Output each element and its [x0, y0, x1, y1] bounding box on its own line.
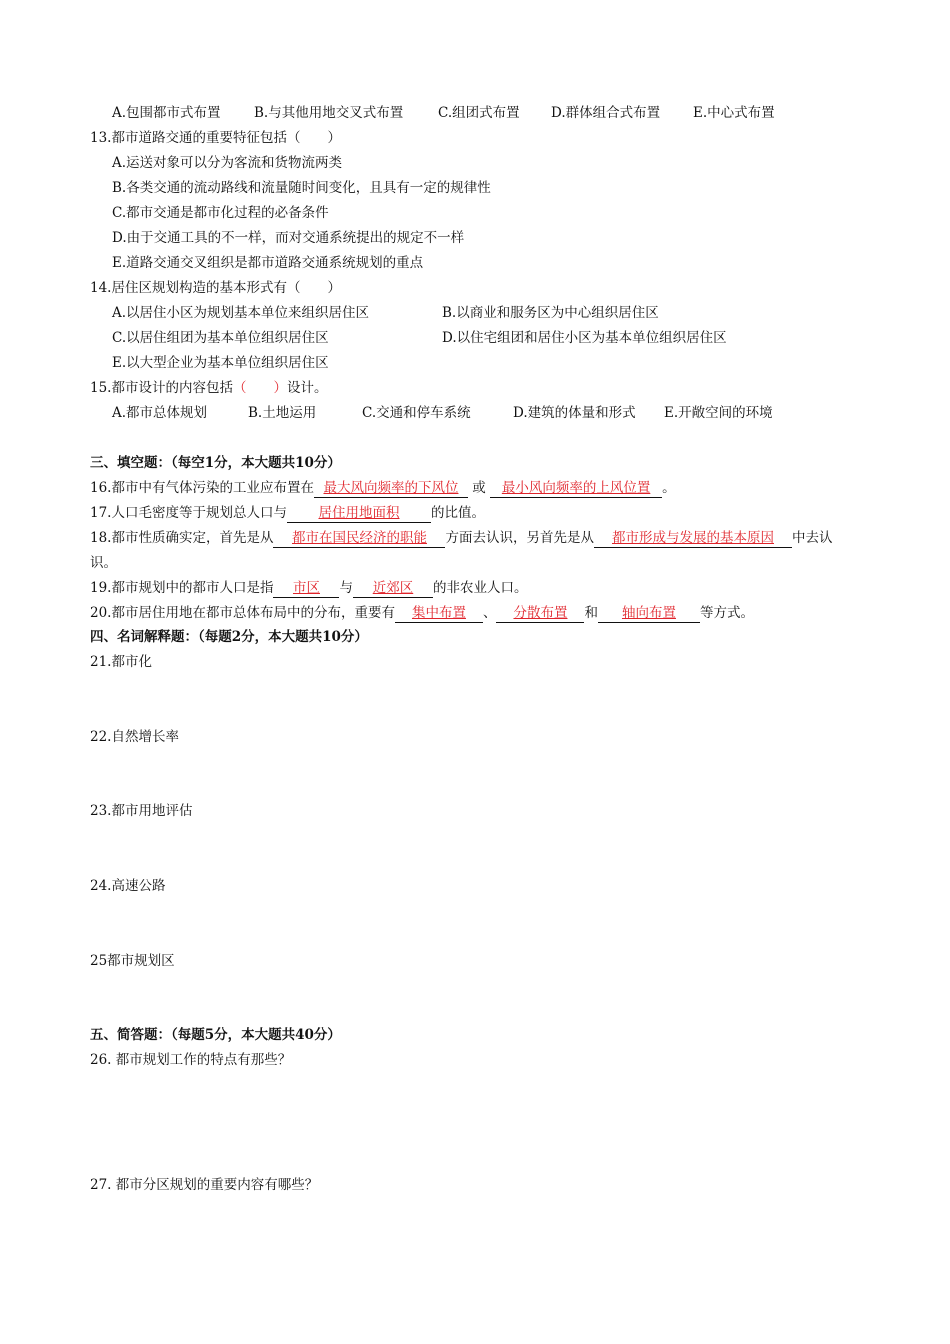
- q18-answer-1: 都市在国民经济的职能: [291, 530, 427, 546]
- q19-and: 与: [339, 580, 353, 596]
- q16-answer-2: 最小风向频率的上风位置: [501, 480, 651, 496]
- q17-line: [90, 504, 485, 523]
- q17-text: 17.人口毛密度等于规划总人口与: [90, 505, 287, 521]
- q12-option-a: A.包围都市式布置: [112, 105, 221, 121]
- q18-blank-1: [273, 529, 445, 548]
- q20-answer-2: 分散布置: [513, 605, 568, 621]
- q16-blank-2: [490, 479, 662, 498]
- q15-option-d: D.建筑的体量和形式: [513, 405, 636, 421]
- q14-option-d: D.以住宅组团和居住小区为基本单位组织居住区: [442, 330, 727, 346]
- q20-blank-1: [395, 604, 483, 623]
- q20-text: 20.都市居住用地在都市总体布局中的分布，重要有: [90, 605, 395, 621]
- section5-heading: 五、简答题：（每题5分，本大题共40分）: [90, 1027, 341, 1043]
- q18-blank-2: [594, 529, 792, 548]
- q12-option-c: C.组团式布置: [438, 105, 520, 121]
- q18-continuation: 识。: [90, 555, 117, 571]
- q15-option-b: B.土地运用: [248, 405, 317, 421]
- q16-line: [90, 479, 676, 498]
- q13-option-c: C.都市交通是都市化过程的必备条件: [112, 205, 329, 221]
- q20-sep-1: 、: [482, 605, 497, 621]
- q12-option-e: E.中心式布置: [693, 105, 775, 121]
- q16-end: 。: [662, 480, 676, 496]
- q24-term: 24.高速公路: [90, 878, 166, 894]
- q12-option-b: B.与其他用地交叉式布置: [254, 105, 404, 121]
- q27-question: 27. 都市分区规划的重要内容有哪些？: [90, 1177, 319, 1193]
- q13-option-b: B.各类交通的流动路线和流量随时间变化，且具有一定的规律性: [112, 180, 491, 196]
- q13-option-a: A.运送对象可以分为客流和货物流两类: [112, 155, 343, 171]
- q13-option-d: D.由于交通工具的不一样，而对交通系统提出的规定不一样: [112, 230, 465, 246]
- q19-answer-1: 市区: [292, 580, 320, 596]
- q18-line: [90, 529, 832, 548]
- q15-stem: [90, 379, 327, 397]
- q14-option-e: E.以大型企业为基本单位组织居住区: [112, 355, 329, 371]
- q23-term: 23.都市用地评估: [90, 803, 193, 819]
- section3-heading: 三、填空题：（每空1分，本大题共10分）: [90, 455, 341, 471]
- q13-option-e: E.道路交通交叉组织是都市道路交通系统规划的重点: [112, 255, 424, 271]
- q19-blank-2: [353, 579, 433, 598]
- q19-text: 19.都市规划中的都市人口是指: [90, 580, 274, 596]
- q20-end: 等方式。: [699, 605, 754, 621]
- q15-option-c: C.交通和停车系统: [362, 405, 471, 421]
- q14-stem: 14.居住区规划构造的基本形式有（ ）: [90, 280, 341, 296]
- q15-stem-text: 15.都市设计的内容包括: [90, 380, 233, 396]
- q14-option-a: A.以居住小区为规划基本单位来组织居住区: [112, 305, 370, 321]
- q17-blank: [287, 504, 431, 523]
- q14-option-b: B.以商业和服务区为中心组织居住区: [442, 305, 659, 321]
- q15-option-a: A.都市总体规划: [112, 405, 208, 421]
- q18-end: 中去认: [791, 530, 833, 546]
- q14-option-c: C.以居住组团为基本单位组织居住区: [112, 330, 329, 346]
- q20-blank-2: [496, 604, 584, 623]
- q20-line: [90, 604, 754, 623]
- q19-blank-1: [273, 579, 339, 598]
- q15-answer-paren: （ ）: [232, 380, 287, 396]
- q22-term: 22.自然增长率: [90, 729, 179, 745]
- q15-stem-suffix: 设计。: [286, 380, 328, 396]
- q17-answer: 居住用地面积: [318, 505, 400, 521]
- q13-stem: 13.都市道路交通的重要特征包括（ ）: [90, 130, 341, 146]
- q20-answer-3: 轴向布置: [621, 605, 676, 621]
- q18-answer-2: 都市形成与发展的基本原因: [611, 530, 774, 546]
- q12-option-d: D.群体组合式布置: [551, 105, 661, 121]
- q17-end: 的比值。: [430, 505, 485, 521]
- q19-line: [90, 579, 527, 598]
- q18-mid: 方面去认识，另首先是从: [445, 530, 594, 546]
- q16-answer-1: 最大风向频率的下风位: [323, 480, 459, 496]
- q19-answer-2: 近郊区: [372, 580, 414, 596]
- q20-sep-2: 和: [584, 605, 598, 621]
- q16-blank-1: [314, 479, 468, 498]
- q16-or: 或: [472, 480, 486, 496]
- q16-text: 16.都市中有气体污染的工业应布置在: [90, 480, 314, 496]
- q21-term: 21.都市化: [90, 654, 152, 670]
- section4-heading: 四、名词解释题：（每题2分，本大题共10分）: [90, 629, 368, 645]
- q20-blank-3: [598, 604, 700, 623]
- q26-question: 26. 都市规划工作的特点有那些？: [90, 1052, 292, 1068]
- q20-answer-1: 集中布置: [411, 605, 466, 621]
- q25-term: 25都市规划区: [90, 953, 175, 969]
- q19-end: 的非农业人口。: [432, 580, 528, 596]
- q15-option-e: E.开敞空间的环境: [664, 405, 773, 421]
- q18-text: 18.都市性质确实定，首先是从: [90, 530, 274, 546]
